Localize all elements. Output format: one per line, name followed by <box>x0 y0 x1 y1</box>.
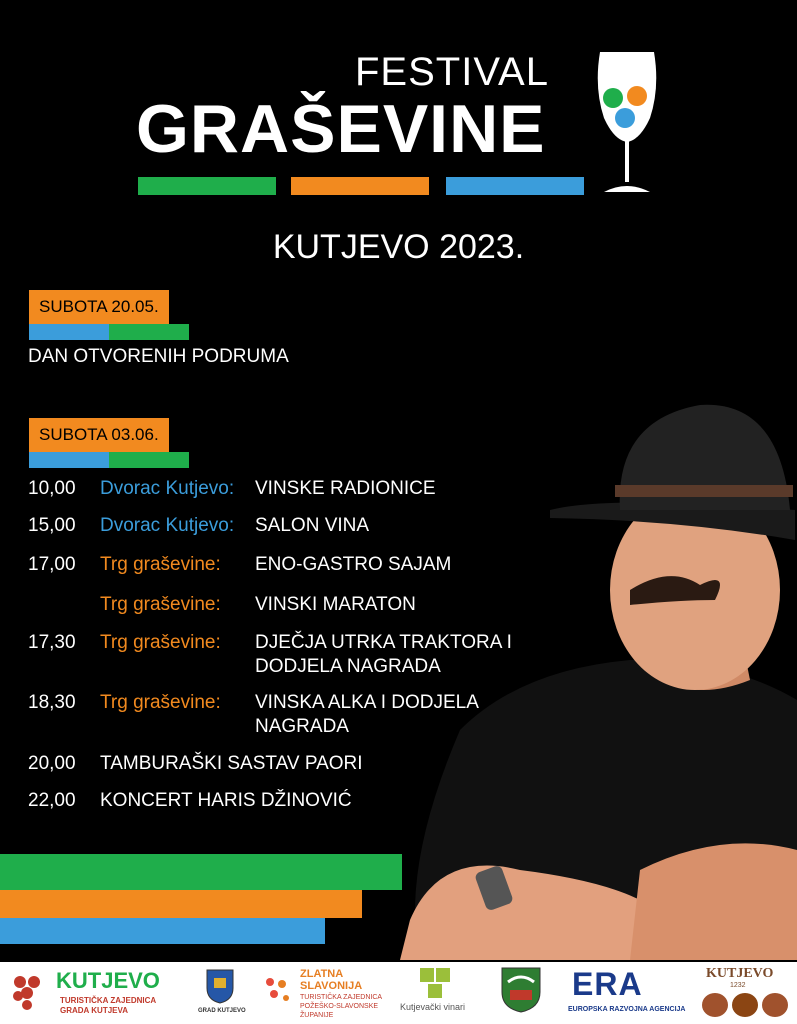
event-time: 15,00 <box>28 515 76 536</box>
zlatna-slavonija-icon <box>262 974 294 1006</box>
event-time: 17,00 <box>28 554 76 575</box>
city-year: KUTJEVO 2023. <box>272 228 525 266</box>
day1-green-bar <box>109 324 189 340</box>
zlatna-sub3: ŽUPANIJE <box>300 1012 334 1019</box>
era-logo: ERA <box>572 966 643 1002</box>
event-time: 17,30 <box>28 632 76 653</box>
event-place: Dvorac Kutjevo: <box>100 478 235 499</box>
zlatna-line2: SLAVONIJA <box>300 980 363 992</box>
event-activity: TAMBURAŠKI SASTAV PAORI <box>100 753 363 774</box>
event-activity: VINSKA ALKA I DODJELA NAGRADA <box>255 692 478 737</box>
festival-label: FESTIVAL <box>355 50 549 94</box>
event-time: 20,00 <box>28 753 76 774</box>
event-place: Trg graševine: <box>100 594 221 615</box>
grape-icon <box>10 972 48 1014</box>
coat-of-arms-icon <box>205 968 235 1004</box>
zlatna-sub1: TURISTIČKA ZAJEDNICA <box>300 994 383 1001</box>
event-row <box>28 691 478 737</box>
event-row <box>28 514 370 538</box>
event-place: Trg graševine: <box>100 554 221 575</box>
kutjevo-tz-sub2: GRADA KUTJEVA <box>60 1006 129 1015</box>
day1-blue-bar <box>29 324 109 340</box>
event-row <box>28 752 363 776</box>
event-place: Dvorac Kutjevo: <box>100 515 235 536</box>
orange-stripe <box>291 177 429 195</box>
blue-stripe <box>446 177 584 195</box>
county-crest-icon <box>500 966 542 1014</box>
festival-title: GRAŠEVINE <box>136 91 546 167</box>
event-row <box>28 477 436 501</box>
bottom-orange-stripe <box>0 890 362 918</box>
kutjevo-winery-logo: KUTJEVO <box>706 966 774 981</box>
day1-text: DAN OTVORENIH PODRUMA <box>28 346 289 367</box>
event-activity: ENO-GASTRO SAJAM <box>255 554 452 575</box>
sponsor-bar <box>0 962 797 1024</box>
era-sub: EUROPSKA RAZVOJNA AGENCIJA <box>568 1006 686 1013</box>
event-place: Trg graševine: <box>100 632 221 653</box>
event-time: 22,00 <box>28 790 76 811</box>
kutjevo-winery-year: 1232 <box>730 982 746 989</box>
day2-green-bar <box>109 452 189 468</box>
kutjevacki-vinari-icon <box>420 968 452 998</box>
zlatna-line1: ZLATNA <box>300 968 344 980</box>
green-stripe <box>138 177 276 195</box>
event-time: 10,00 <box>28 478 76 499</box>
event-row <box>28 593 416 617</box>
event-time: 18,30 <box>28 692 76 713</box>
day2-blue-bar <box>29 452 109 468</box>
kutjevacki-vinari-label: Kutjevački vinari <box>400 1002 466 1012</box>
kutjevo-tz-sub1: TURISTIČKA ZAJEDNICA <box>60 996 157 1005</box>
event-activity: SALON VINA <box>255 515 370 536</box>
event-activity: KONCERT HARIS DŽINOVIĆ <box>100 790 352 811</box>
day2-badge: SUBOTA 03.06. <box>29 418 169 452</box>
bottom-green-stripe <box>0 854 402 890</box>
event-row <box>28 789 352 813</box>
event-row <box>28 631 512 677</box>
event-activity: DJEČJA UTRKA TRAKTORA I DODJELA NAGRADA <box>255 632 512 677</box>
day1-badge: SUBOTA 20.05. <box>29 290 169 324</box>
event-row <box>28 553 452 577</box>
event-activity: VINSKE RADIONICE <box>255 478 436 499</box>
barrels-icon <box>700 990 790 1020</box>
event-activity: VINSKI MARATON <box>255 594 416 615</box>
zlatna-sub2: POŽEŠKO-SLAVONSKE <box>300 1003 379 1010</box>
wine-glass-icon <box>592 48 662 198</box>
bottom-blue-stripe <box>0 918 325 944</box>
grad-kutjevo-label: GRAD KUTJEVO <box>198 1008 246 1014</box>
event-place: Trg graševine: <box>100 692 221 713</box>
kutjevo-tz-logo: KUTJEVO <box>56 968 160 993</box>
